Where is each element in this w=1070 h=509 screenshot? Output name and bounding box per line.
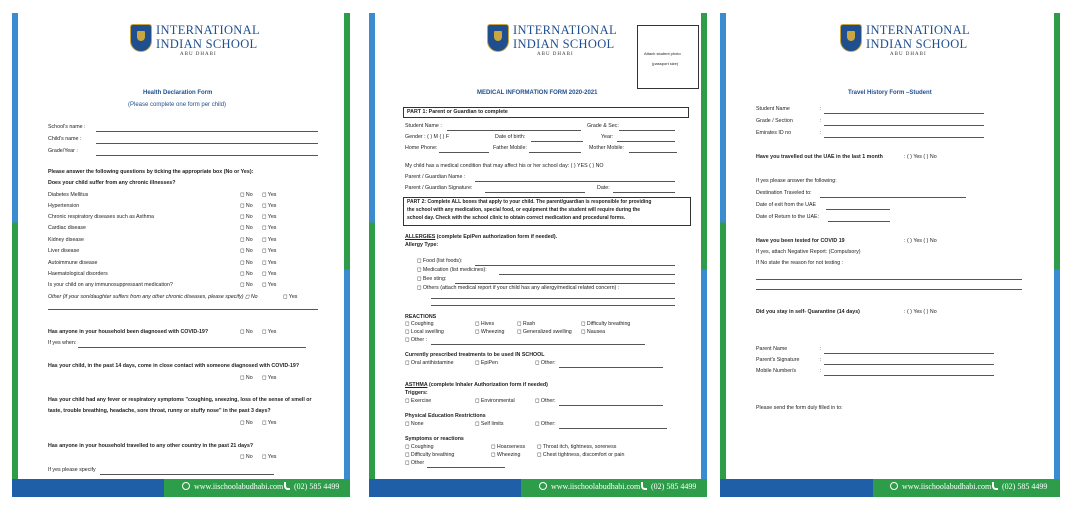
mother-mobile-label: Mother Mobile: [589, 145, 625, 151]
allergy-type-label: Allergy Type: [405, 242, 439, 248]
colon: : [820, 118, 822, 124]
allergy-others-checkbox[interactable]: ◻ Others (attach medical report if your child has any allergy/medical related concern) : [417, 285, 620, 291]
yes-checkbox[interactable]: ◻ Yes [262, 248, 277, 254]
dob-line[interactable] [531, 141, 583, 142]
page-footer [12, 479, 350, 497]
parent-signature-label: Parent / Guardian Signature: [405, 185, 473, 191]
reaction-checkbox[interactable]: ◻ Wheezing [475, 329, 505, 335]
condition-label: Diabetes Mellitus [48, 192, 89, 198]
pe-restrictions-heading: Physical Education Restrictions [405, 413, 486, 419]
form-title: Health Declaration Form [143, 90, 213, 96]
website-text: www.iischoolabudhabi.com [902, 482, 992, 491]
allergy-others-line[interactable] [431, 298, 675, 299]
asthma-note: (complete Inhaler Authorization form if needed) [427, 382, 548, 388]
no-checkbox[interactable]: ◻ No [240, 203, 253, 209]
treatment-checkbox[interactable]: ◻ Other: [535, 360, 556, 366]
home-phone-line[interactable] [439, 152, 489, 153]
footer-phone [641, 482, 696, 491]
health-declaration-page [12, 13, 350, 497]
colon: : [820, 346, 822, 352]
question-quarantine: Did you stay in self- Quarantine (14 days) [756, 309, 860, 315]
question-close-contact: Has your child, in the past 14 days, come in close contact with someone diagnosed with COVID-19? [48, 363, 300, 369]
website-text: www.iischoolabudhabi.com [551, 482, 641, 491]
question-tested: Have you been tested for COVID 19 [756, 238, 845, 244]
symptom-checkbox[interactable]: ◻ Throat itch, tightness, soreness [537, 444, 617, 450]
symptom-checkbox[interactable]: ◻ Hoarseness [491, 444, 526, 450]
phone-icon [641, 482, 647, 490]
reaction-checkbox[interactable]: ◻ Coughing [405, 321, 434, 327]
school-crest-icon [487, 24, 509, 52]
condition-label: Chronic respiratory diseases such as Asthma [48, 214, 154, 220]
exit-date-label: Date of exit from the UAE [756, 202, 817, 208]
year-line[interactable] [617, 141, 675, 142]
if-yes-label: If yes please answer the following: [756, 178, 837, 184]
asthma-heading [405, 382, 548, 389]
yes-checkbox[interactable]: ◻ Yes [262, 375, 277, 381]
yes-checkbox[interactable]: ◻ Yes [262, 271, 277, 277]
page-border-right [1054, 13, 1060, 479]
mobile-number-line[interactable] [824, 375, 994, 376]
home-phone-label: Home Phone: [405, 145, 438, 151]
reaction-other-line[interactable] [431, 344, 645, 345]
page-footer [369, 479, 707, 497]
symptoms-heading: Symptoms or reactions [405, 436, 464, 442]
page-footer [720, 479, 1060, 497]
yes-checkbox[interactable]: ◻ Yes [262, 329, 277, 335]
photo-box[interactable] [637, 25, 699, 89]
allergy-others-line[interactable] [431, 305, 675, 306]
send-instruction: Please send the form duly filled in to: [756, 405, 843, 411]
allergies-note: (complete EpiPen authorization form if needed). [435, 234, 558, 240]
reason-line[interactable] [756, 279, 1022, 280]
student-name-line[interactable] [447, 130, 581, 131]
part1-heading: PART 1: Parent or Guardian to complete [407, 109, 508, 115]
allergies-heading [405, 234, 557, 241]
destination-line[interactable] [820, 197, 966, 198]
school-logo [487, 22, 617, 62]
page-sheet [18, 13, 344, 479]
no-checkbox[interactable]: ◻ No [240, 454, 253, 460]
colon: : [820, 130, 822, 136]
year-label: Year: [601, 134, 614, 140]
symptom-checkbox[interactable]: ◻ Chest tightness, discomfort or pain [537, 452, 625, 458]
condition-label: Liver disease [48, 248, 80, 254]
other-condition-line[interactable] [48, 309, 318, 310]
yes-checkbox[interactable]: ◻ Yes [262, 225, 277, 231]
school-city: ABU DHABI [890, 52, 927, 57]
treatments-heading: Currently prescribed treatments to be used IN SCHOOL [405, 352, 545, 358]
no-checkbox[interactable]: ◻ No [240, 260, 253, 266]
emirates-id-label: Emirates ID no [756, 130, 792, 136]
triggers-label: Triggers: [405, 390, 428, 396]
photo-label-line2: (passport size) [652, 61, 679, 66]
yes-no-options[interactable]: : ( ) Yes ( ) No [904, 154, 937, 160]
globe-icon [890, 482, 898, 490]
gender-label: Gender : ( ) M ( ) F [405, 134, 450, 140]
yes-checkbox[interactable]: ◻ Yes [262, 203, 277, 209]
no-checkbox[interactable]: ◻ No [240, 192, 253, 198]
allergy-bee-checkbox[interactable]: ◻ Bee sting: [417, 276, 447, 282]
school-logo [840, 22, 970, 62]
phone-text: (02) 585 4499 [1002, 482, 1048, 491]
part2-line1: PART 2: Complete ALL boxes that apply to your child. The parent/guardian is responsible for providing [407, 199, 652, 205]
yes-checkbox[interactable]: ◻ Yes [262, 282, 277, 288]
symptom-other-line[interactable] [427, 467, 505, 468]
trigger-checkbox[interactable]: ◻ Exercise [405, 398, 432, 404]
medical-condition-question: My child has a medical condition that may affect his or her school day: ( ) YES ( ) NO [405, 163, 604, 169]
if-yes-specify-label: If yes please specify [48, 467, 96, 473]
field-child-name-label: Child's name : [48, 136, 82, 142]
trigger-checkbox[interactable]: ◻ Environmental [475, 398, 515, 404]
instruction-text: Please answer the following questions by ticking the appropriate box (No or Yes): [48, 169, 254, 175]
page-border-right [701, 13, 707, 479]
student-name-line[interactable] [824, 113, 984, 114]
pe-checkbox[interactable]: ◻ None [405, 421, 424, 427]
asthma-title: ASTHMA [405, 382, 428, 388]
medical-information-page [369, 13, 707, 497]
reaction-other-checkbox[interactable]: ◻ Other : [405, 337, 428, 343]
yes-checkbox[interactable]: ◻ Yes [262, 420, 277, 426]
form-title: Travel History Form –Student [848, 90, 932, 96]
page-sheet [726, 13, 1054, 479]
no-checkbox[interactable]: ◻ No [240, 375, 253, 381]
father-mobile-label: Father Mobile: [493, 145, 527, 151]
yes-checkbox[interactable]: ◻ Yes [262, 214, 277, 220]
emirates-id-line[interactable] [824, 137, 984, 138]
yes-checkbox[interactable]: ◻ Yes [262, 237, 277, 243]
treatment-other-line[interactable] [559, 367, 663, 368]
treatment-checkbox[interactable]: ◻ Oral antihistamine [405, 360, 454, 366]
school-logo [130, 22, 260, 62]
page-border-right [344, 13, 350, 479]
reason-line[interactable] [756, 289, 1022, 290]
globe-icon [182, 482, 190, 490]
page-sheet [375, 13, 701, 479]
reaction-checkbox[interactable]: ◻ Difficulty breathing [581, 321, 631, 327]
grade-section-line[interactable] [824, 125, 984, 126]
if-yes-when-label: If yes when: [48, 340, 77, 346]
date-line[interactable] [613, 192, 675, 193]
photo-label-line1: Attach student photo [644, 51, 681, 56]
condition-label: Cardiac disease [48, 225, 86, 231]
dob-label: Date of birth: [495, 134, 526, 140]
student-name-label: Student Name : [405, 123, 442, 129]
exit-date-line[interactable] [826, 209, 890, 210]
allergy-bee-line[interactable] [455, 283, 675, 284]
treatment-checkbox[interactable]: ◻ EpiPen [475, 360, 498, 366]
school-city: ABU DHABI [537, 52, 574, 57]
destination-label: Destination Traveled to: [756, 190, 812, 196]
reaction-checkbox[interactable]: ◻ Generalized swelling [517, 329, 572, 335]
trigger-checkbox[interactable]: ◻ Other: [535, 398, 556, 404]
condition-label: Kidney disease [48, 237, 84, 243]
symptom-checkbox[interactable]: ◻ Wheezing [491, 452, 521, 458]
mother-mobile-line[interactable] [629, 152, 677, 153]
if-yes-when-line[interactable] [78, 347, 306, 348]
symptom-checkbox[interactable]: ◻ Coughing [405, 444, 434, 450]
yes-no-options[interactable]: : ( ) Yes ( ) No [904, 309, 937, 315]
allergy-medication-line[interactable] [499, 274, 675, 275]
reaction-checkbox[interactable]: ◻ Local swelling [405, 329, 444, 335]
school-name-line1: INTERNATIONAL [866, 23, 970, 37]
phone-icon [992, 482, 998, 490]
other-condition-label: Other (if your son/daughter suffers from any other chronic diseases, please specify) ◻ No [48, 294, 258, 300]
symptom-checkbox[interactable]: ◻ Difficulty breathing [405, 452, 455, 458]
not-tested-label: If No state the reason for not testing : [756, 260, 844, 266]
negative-report-label: If yes, attach Negative Report: (Compulsory) [756, 249, 861, 255]
form-title: MEDICAL INFORMATION FORM 2020-2021 [477, 90, 598, 96]
pe-other-line[interactable] [559, 428, 667, 429]
field-grade-label: Grade/Year : [48, 148, 78, 154]
website-text: www.iischoolabudhabi.com [194, 482, 284, 491]
question-travel: Has anyone in your household travelled to any other country in the past 21 days? [48, 443, 254, 449]
student-name-label: Student Name [756, 106, 790, 112]
form-subtitle: (Please complete one form per child) [128, 102, 227, 108]
field-grade-line[interactable] [96, 155, 318, 156]
parent-signature-line[interactable] [485, 192, 585, 193]
grade-sec-label: Grade & Sec: [587, 123, 619, 129]
return-date-label: Date of Return to the UAE: [756, 214, 820, 220]
pe-checkbox[interactable]: ◻ Other: [535, 421, 556, 427]
yes-checkbox[interactable]: ◻ Yes [283, 294, 298, 300]
footer-website[interactable] [182, 482, 283, 491]
no-checkbox[interactable]: ◻ No [240, 237, 253, 243]
return-date-line[interactable] [828, 221, 890, 222]
no-checkbox[interactable]: ◻ No [240, 248, 253, 254]
parent-signature-label: Parent's Signature [756, 357, 800, 363]
condition-label: Autoimmune disease [48, 260, 98, 266]
globe-icon [539, 482, 547, 490]
allergy-food-checkbox[interactable]: ◻ Food (list foods): [417, 258, 463, 264]
allergies-title: ALLERGIES [405, 234, 436, 240]
school-name-line2: INDIAN SCHOOL [156, 37, 258, 51]
no-checkbox[interactable]: ◻ No [240, 225, 253, 231]
field-school-name-line[interactable] [96, 131, 318, 132]
no-checkbox[interactable]: ◻ No [240, 271, 253, 277]
father-mobile-line[interactable] [529, 152, 581, 153]
trigger-other-line[interactable] [559, 405, 663, 406]
allergy-food-line[interactable] [475, 265, 675, 266]
field-child-name-line[interactable] [96, 143, 318, 144]
no-checkbox[interactable]: ◻ No [240, 329, 253, 335]
footer-phone [284, 482, 339, 491]
parent-signature-line[interactable] [824, 364, 994, 365]
school-name-line1: INTERNATIONAL [513, 23, 617, 37]
date-label: Date: [597, 185, 610, 191]
reaction-checkbox[interactable]: ◻ Nausea [581, 329, 606, 335]
footer-phone [992, 482, 1047, 491]
phone-text: (02) 585 4499 [651, 482, 697, 491]
field-school-name-label: School's name : [48, 124, 86, 130]
condition-label: Haematological disorders [48, 271, 108, 277]
phone-text: (02) 585 4499 [294, 482, 340, 491]
question-travel: Have you travelled out the UAE in the last 1 month [756, 154, 883, 160]
condition-label: Hypertension [48, 203, 80, 209]
yes-checkbox[interactable]: ◻ Yes [262, 260, 277, 266]
colon: : [820, 357, 822, 363]
parent-name-line[interactable] [475, 181, 675, 182]
no-checkbox[interactable]: ◻ No [240, 282, 253, 288]
grade-sec-line[interactable] [619, 130, 675, 131]
footer-website[interactable] [890, 482, 991, 491]
school-crest-icon [130, 24, 152, 52]
part2-line3: school day. Check with the school clinic to obtain correct medication and procedural forms. [407, 215, 626, 221]
colon: : [820, 368, 822, 374]
no-checkbox[interactable]: ◻ No [240, 214, 253, 220]
part2-line2: the school with any medication, special food, or equipment that the student will require during the [407, 207, 641, 213]
school-name-line2: INDIAN SCHOOL [513, 37, 615, 51]
school-name-line1: INTERNATIONAL [156, 23, 260, 37]
yes-no-options[interactable]: : ( ) Yes ( ) No [904, 238, 937, 244]
no-checkbox[interactable]: ◻ No [240, 420, 253, 426]
parent-name-label: Parent Name [756, 346, 788, 352]
yes-checkbox[interactable]: ◻ Yes [262, 454, 277, 460]
parent-name-label: Parent / Guardian Name : [405, 174, 466, 180]
question-fever-line1: Has your child had any fever or respiratory symptoms "coughing, sneezing, loss of the sense of smell or [48, 397, 312, 403]
yes-checkbox[interactable]: ◻ Yes [262, 192, 277, 198]
travel-history-page [720, 13, 1060, 497]
school-city: ABU DHABI [180, 52, 217, 57]
colon: : [820, 106, 822, 112]
reactions-heading: REACTIONS [405, 314, 437, 320]
if-yes-specify-line[interactable] [100, 474, 274, 475]
symptom-other-checkbox[interactable]: ◻ Other [405, 460, 425, 466]
reaction-checkbox[interactable]: ◻ Rash [517, 321, 536, 327]
question-fever-line2: taste, trouble breathing, headache, sore throat, runny or stuffy nose" in the past 3 days? [48, 408, 271, 414]
question-covid-household: Has anyone in your household been diagnosed with COVID-19? [48, 329, 209, 335]
school-name-line2: INDIAN SCHOOL [866, 37, 968, 51]
parent-name-line[interactable] [824, 353, 994, 354]
reaction-checkbox[interactable]: ◻ Hives [475, 321, 495, 327]
question-chronic: Does your child suffer from any chronic illnesses? [48, 180, 176, 186]
allergy-medication-checkbox[interactable]: ◻ Medication (list medicines): [417, 267, 487, 273]
pe-checkbox[interactable]: ◻ Self limits [475, 421, 504, 427]
mobile-number-label: Mobile Number/s [756, 368, 797, 374]
school-crest-icon [840, 24, 862, 52]
condition-label: Is your child on any immunosuppressant medication? [48, 282, 173, 288]
footer-website[interactable] [539, 482, 640, 491]
phone-icon [284, 482, 290, 490]
grade-section-label: Grade / Section [756, 118, 793, 124]
